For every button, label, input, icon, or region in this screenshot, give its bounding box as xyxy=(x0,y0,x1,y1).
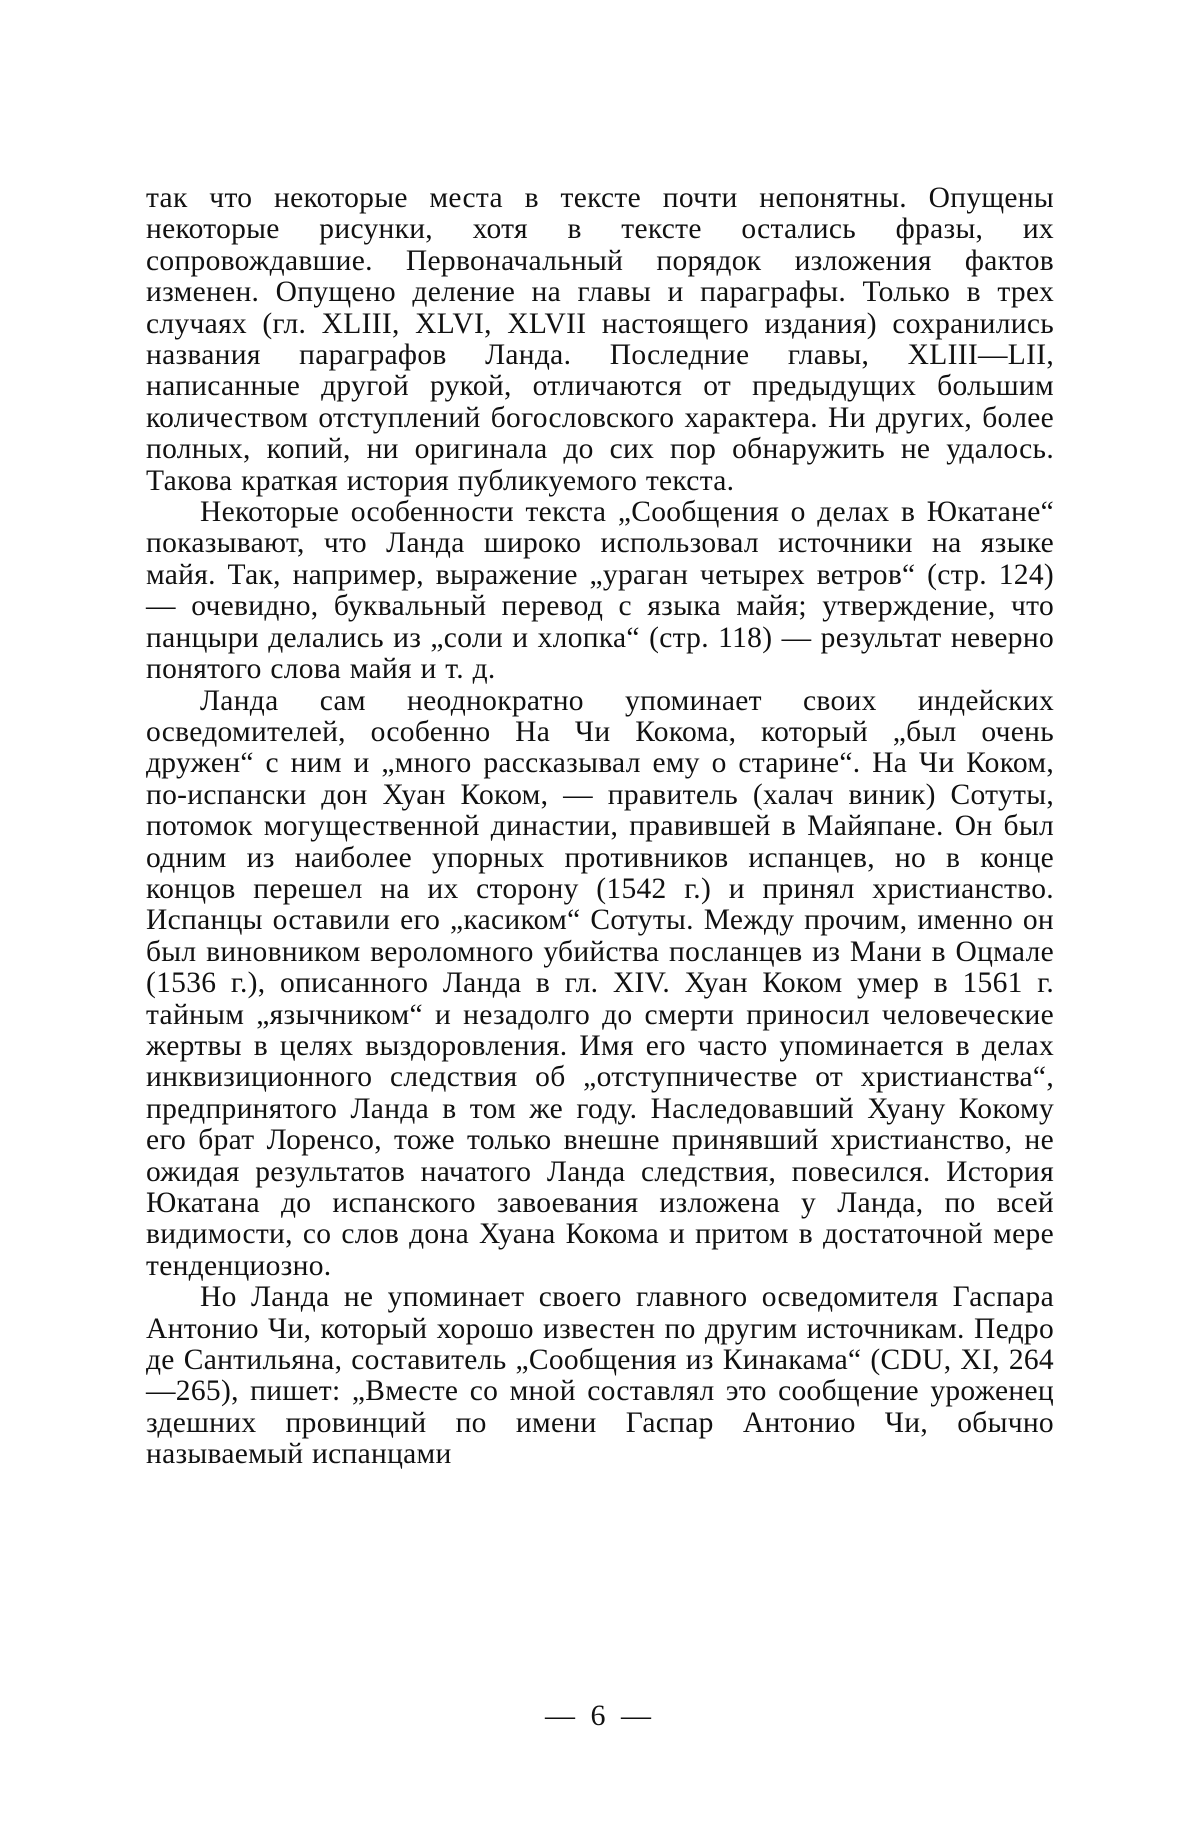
paragraph-informants: Ланда сам неоднократно упоминает своих индейских осведомителей, особенно На Чи Кокома, который „был очень дружен“ с ним и „много рассказывал ему о старине“. На Чи Коком, по-испански дон Хуан Коком, — правитель (халач виник) Сотуты, потомок могущественной династии, правившей в Майяпане. Он был одним из наиболее упорных противников испанцев, но в конце концов перешел на их сторону (1542 г.) и принял христианство. Испанцы оставили его „касиком“ Сотуты. Между прочим, именно он был виновником вероломного убийства посланцев из Мани в Оцмале (1536 г.), описанного Ланда в гл. XIV. Хуан Коком умер в 1561 г. тайным „язычником“ и незадолго до смерти приносил человеческие жертвы в целях выздоровления. Имя его часто упоминается в делах инквизиционного следствия об „отступничестве от христианства“, предпринятого Ланда в том же году. Наследовавший Хуану Кокому его брат Лоренсо, тоже только внешне принявший христианство, не ожидая результатов начатого Ланда следствия, повесился. История Юкатана до испанского завоевания изложена у Ланда, по всей видимости, со слов дона Хуана Кокома и притом в достаточной мере тенденциозно. xyxy=(146,684,1054,1282)
paragraph-gaspar-antonio-chi: Но Ланда не упоминает своего главного осведомителя Гаспара Антонио Чи, который хорошо известен по другим источникам. Педро де Сантильяна, составитель „Сообщения из Кинакама“ (CDU, XI, 264—265), пишет: „Вместе со мной составлял это сообщение уроженец здешних провинций по имени Гаспар Антонио Чи, обычно называемый испанцами xyxy=(146,1281,1054,1471)
paragraph-text-features: Некоторые особенности текста „Сообщения о делах в Юкатане“ показывают, что Ланда широко использовал источники на языке майя. Так, например, выражение „ураган четырех ветров“ (стр. 124) — очевидно, буквальный перевод с языка майя; утверждение, что панцыри делались из „соли и хлопка“ (стр. 118) — результат неверно понятого слова майя и т. д. xyxy=(146,496,1054,686)
page-number: — 6 — xyxy=(545,1699,655,1732)
paragraph-continued: так что некоторые места в тексте почти непонятны. Опущены некоторые рисунки, хотя в тексте остались фразы, их сопровождавшие. Первоначальный порядок изложения фактов изменен. Опущено деление на главы и параграфы. Только в трех случаях (гл. XLIII, XLVI, XLVII настоящего издания) сохранились названия параграфов Ланда. Последние главы, XLIII—LII, написанные другой рукой, отличаются от предыдущих большим количеством отступлений богословского характера. Ни других, более полных, копий, ни оригинала до сих пор обнаружить не удалось. Такова краткая история публикуемого текста. xyxy=(146,182,1054,497)
main-text xyxy=(146,183,1054,1471)
